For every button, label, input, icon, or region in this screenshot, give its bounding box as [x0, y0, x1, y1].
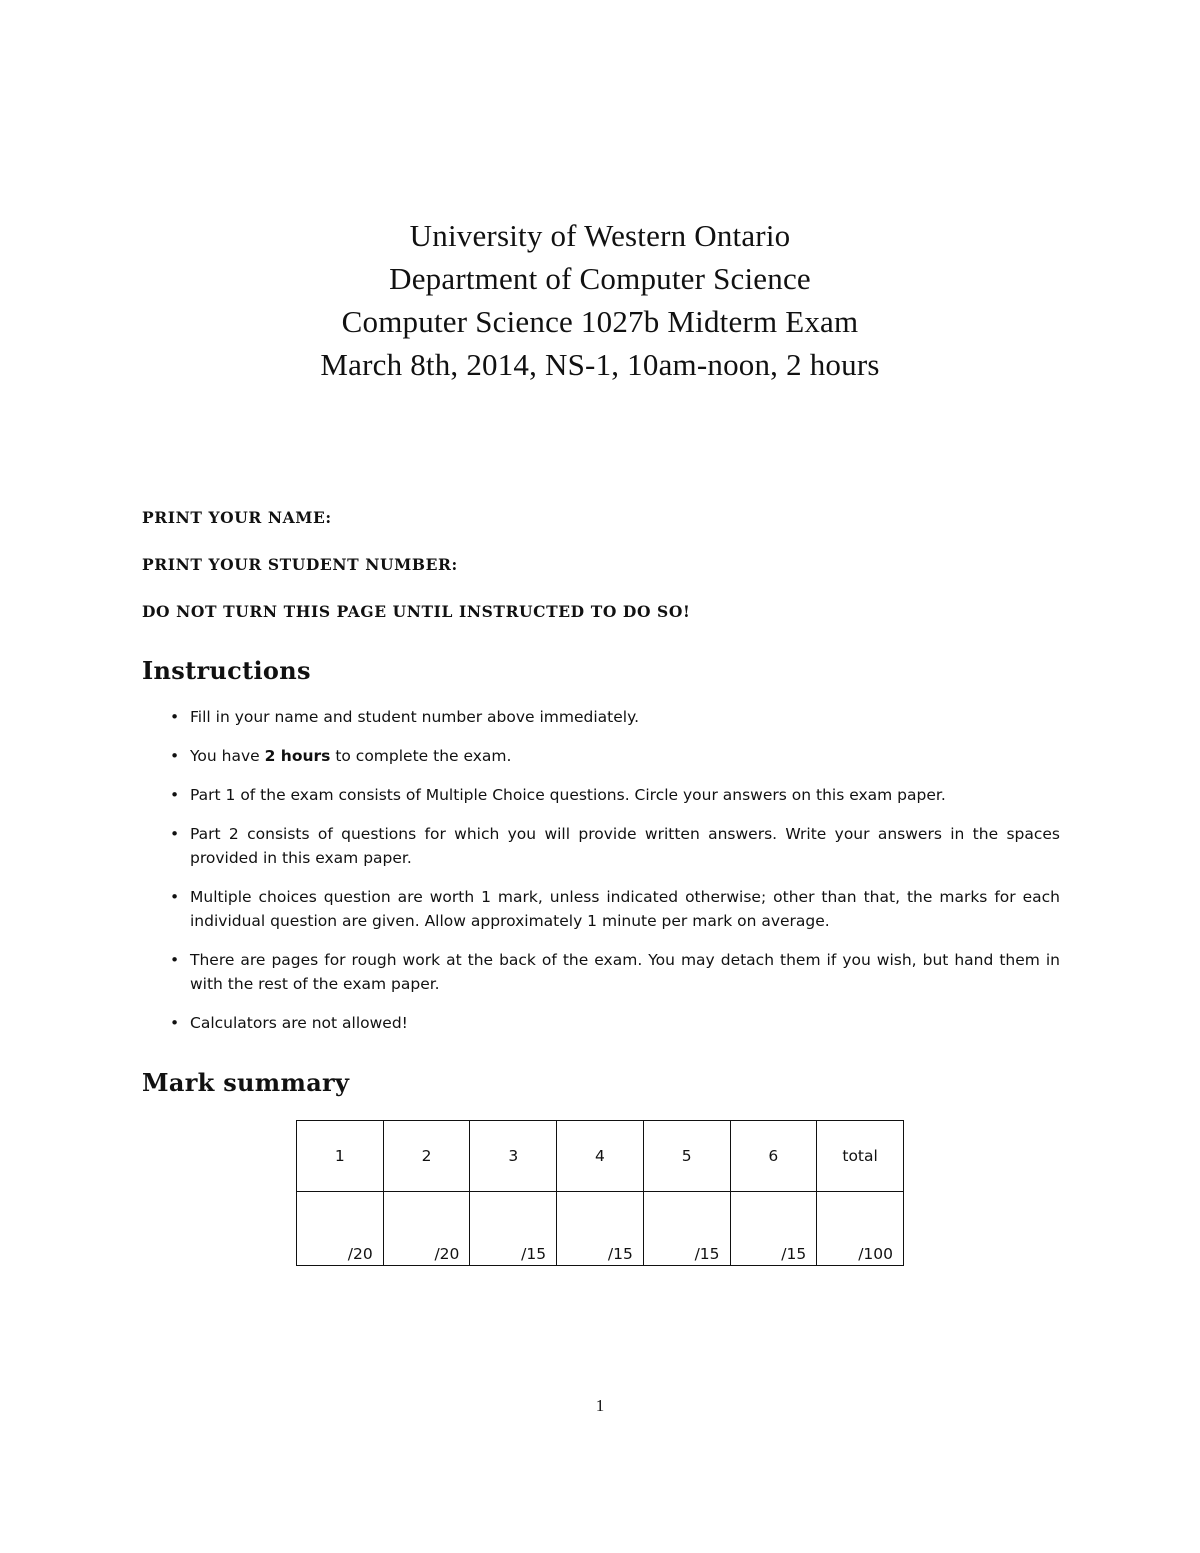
instruction-item — [170, 783, 1060, 807]
score-cell: /100 — [817, 1192, 904, 1266]
exam-title-block — [0, 214, 1200, 386]
table-header-row — [297, 1121, 904, 1192]
instruction-text: Multiple choices question are worth 1 mark, unless indicated otherwise; other than that, the marks for each individual question are given. Allow approximately 1 minute per mark on average. — [190, 888, 1060, 930]
student-number-field-label: PRINT YOUR STUDENT NUMBER: — [142, 555, 458, 574]
instruction-text: Calculators are not allowed! — [190, 1014, 408, 1032]
instruction-item — [170, 744, 1060, 768]
table-header-cell: 6 — [730, 1121, 817, 1192]
mark-summary-table — [296, 1120, 904, 1266]
instruction-item — [170, 885, 1060, 933]
instruction-text: There are pages for rough work at the back of the exam. You may detach them if you wish, but hand them in with the rest of the exam paper. — [190, 951, 1060, 993]
score-cell: /15 — [470, 1192, 557, 1266]
instructions-heading: Instructions — [142, 656, 311, 685]
table-header-cell: 1 — [297, 1121, 384, 1192]
table-score-row — [297, 1192, 904, 1266]
instruction-text: Part 1 of the exam consists of Multiple Choice questions. Circle your answers on this exam paper. — [190, 786, 946, 804]
table-header-cell: total — [817, 1121, 904, 1192]
bullet-icon: • — [170, 708, 180, 726]
table-header-cell: 2 — [383, 1121, 470, 1192]
university-name: University of Western Ontario — [409, 218, 791, 253]
instruction-item — [170, 948, 1060, 996]
instruction-item — [170, 822, 1060, 870]
bullet-icon: • — [170, 1014, 180, 1032]
bullet-icon: • — [170, 786, 180, 804]
instruction-item — [170, 705, 1060, 729]
name-field-label: PRINT YOUR NAME: — [142, 508, 332, 527]
table-header-cell: 5 — [643, 1121, 730, 1192]
page-number: 1 — [595, 1396, 605, 1415]
score-cell: /15 — [730, 1192, 817, 1266]
bullet-icon: • — [170, 747, 180, 765]
department-name: Department of Computer Science — [389, 261, 811, 296]
instruction-text-pre: You have — [190, 747, 265, 765]
instruction-text-post: to complete the exam. — [330, 747, 512, 765]
mark-summary-heading: Mark summary — [142, 1068, 350, 1097]
exam-date-location: March 8th, 2014, NS-1, 10am-noon, 2 hours — [320, 347, 880, 382]
bullet-icon: • — [170, 825, 180, 843]
score-cell: /20 — [383, 1192, 470, 1266]
instruction-text: Part 2 consists of questions for which you will provide written answers. Write your answers in the spaces provided in this exam paper. — [190, 825, 1060, 867]
score-cell: /15 — [557, 1192, 644, 1266]
instructions-list — [170, 705, 1060, 1050]
do-not-turn-warning: DO NOT TURN THIS PAGE UNTIL INSTRUCTED TO DO SO! — [142, 602, 691, 621]
score-cell: /20 — [297, 1192, 384, 1266]
bullet-icon: • — [170, 951, 180, 969]
instruction-item — [170, 1011, 1060, 1035]
score-cell: /15 — [643, 1192, 730, 1266]
exam-title: Computer Science 1027b Midterm Exam — [341, 304, 859, 339]
table-header-cell: 3 — [470, 1121, 557, 1192]
instruction-text-bold: 2 hours — [264, 747, 331, 765]
table-header-cell: 4 — [557, 1121, 644, 1192]
instruction-text: Fill in your name and student number above immediately. — [190, 708, 639, 726]
bullet-icon: • — [170, 888, 180, 906]
